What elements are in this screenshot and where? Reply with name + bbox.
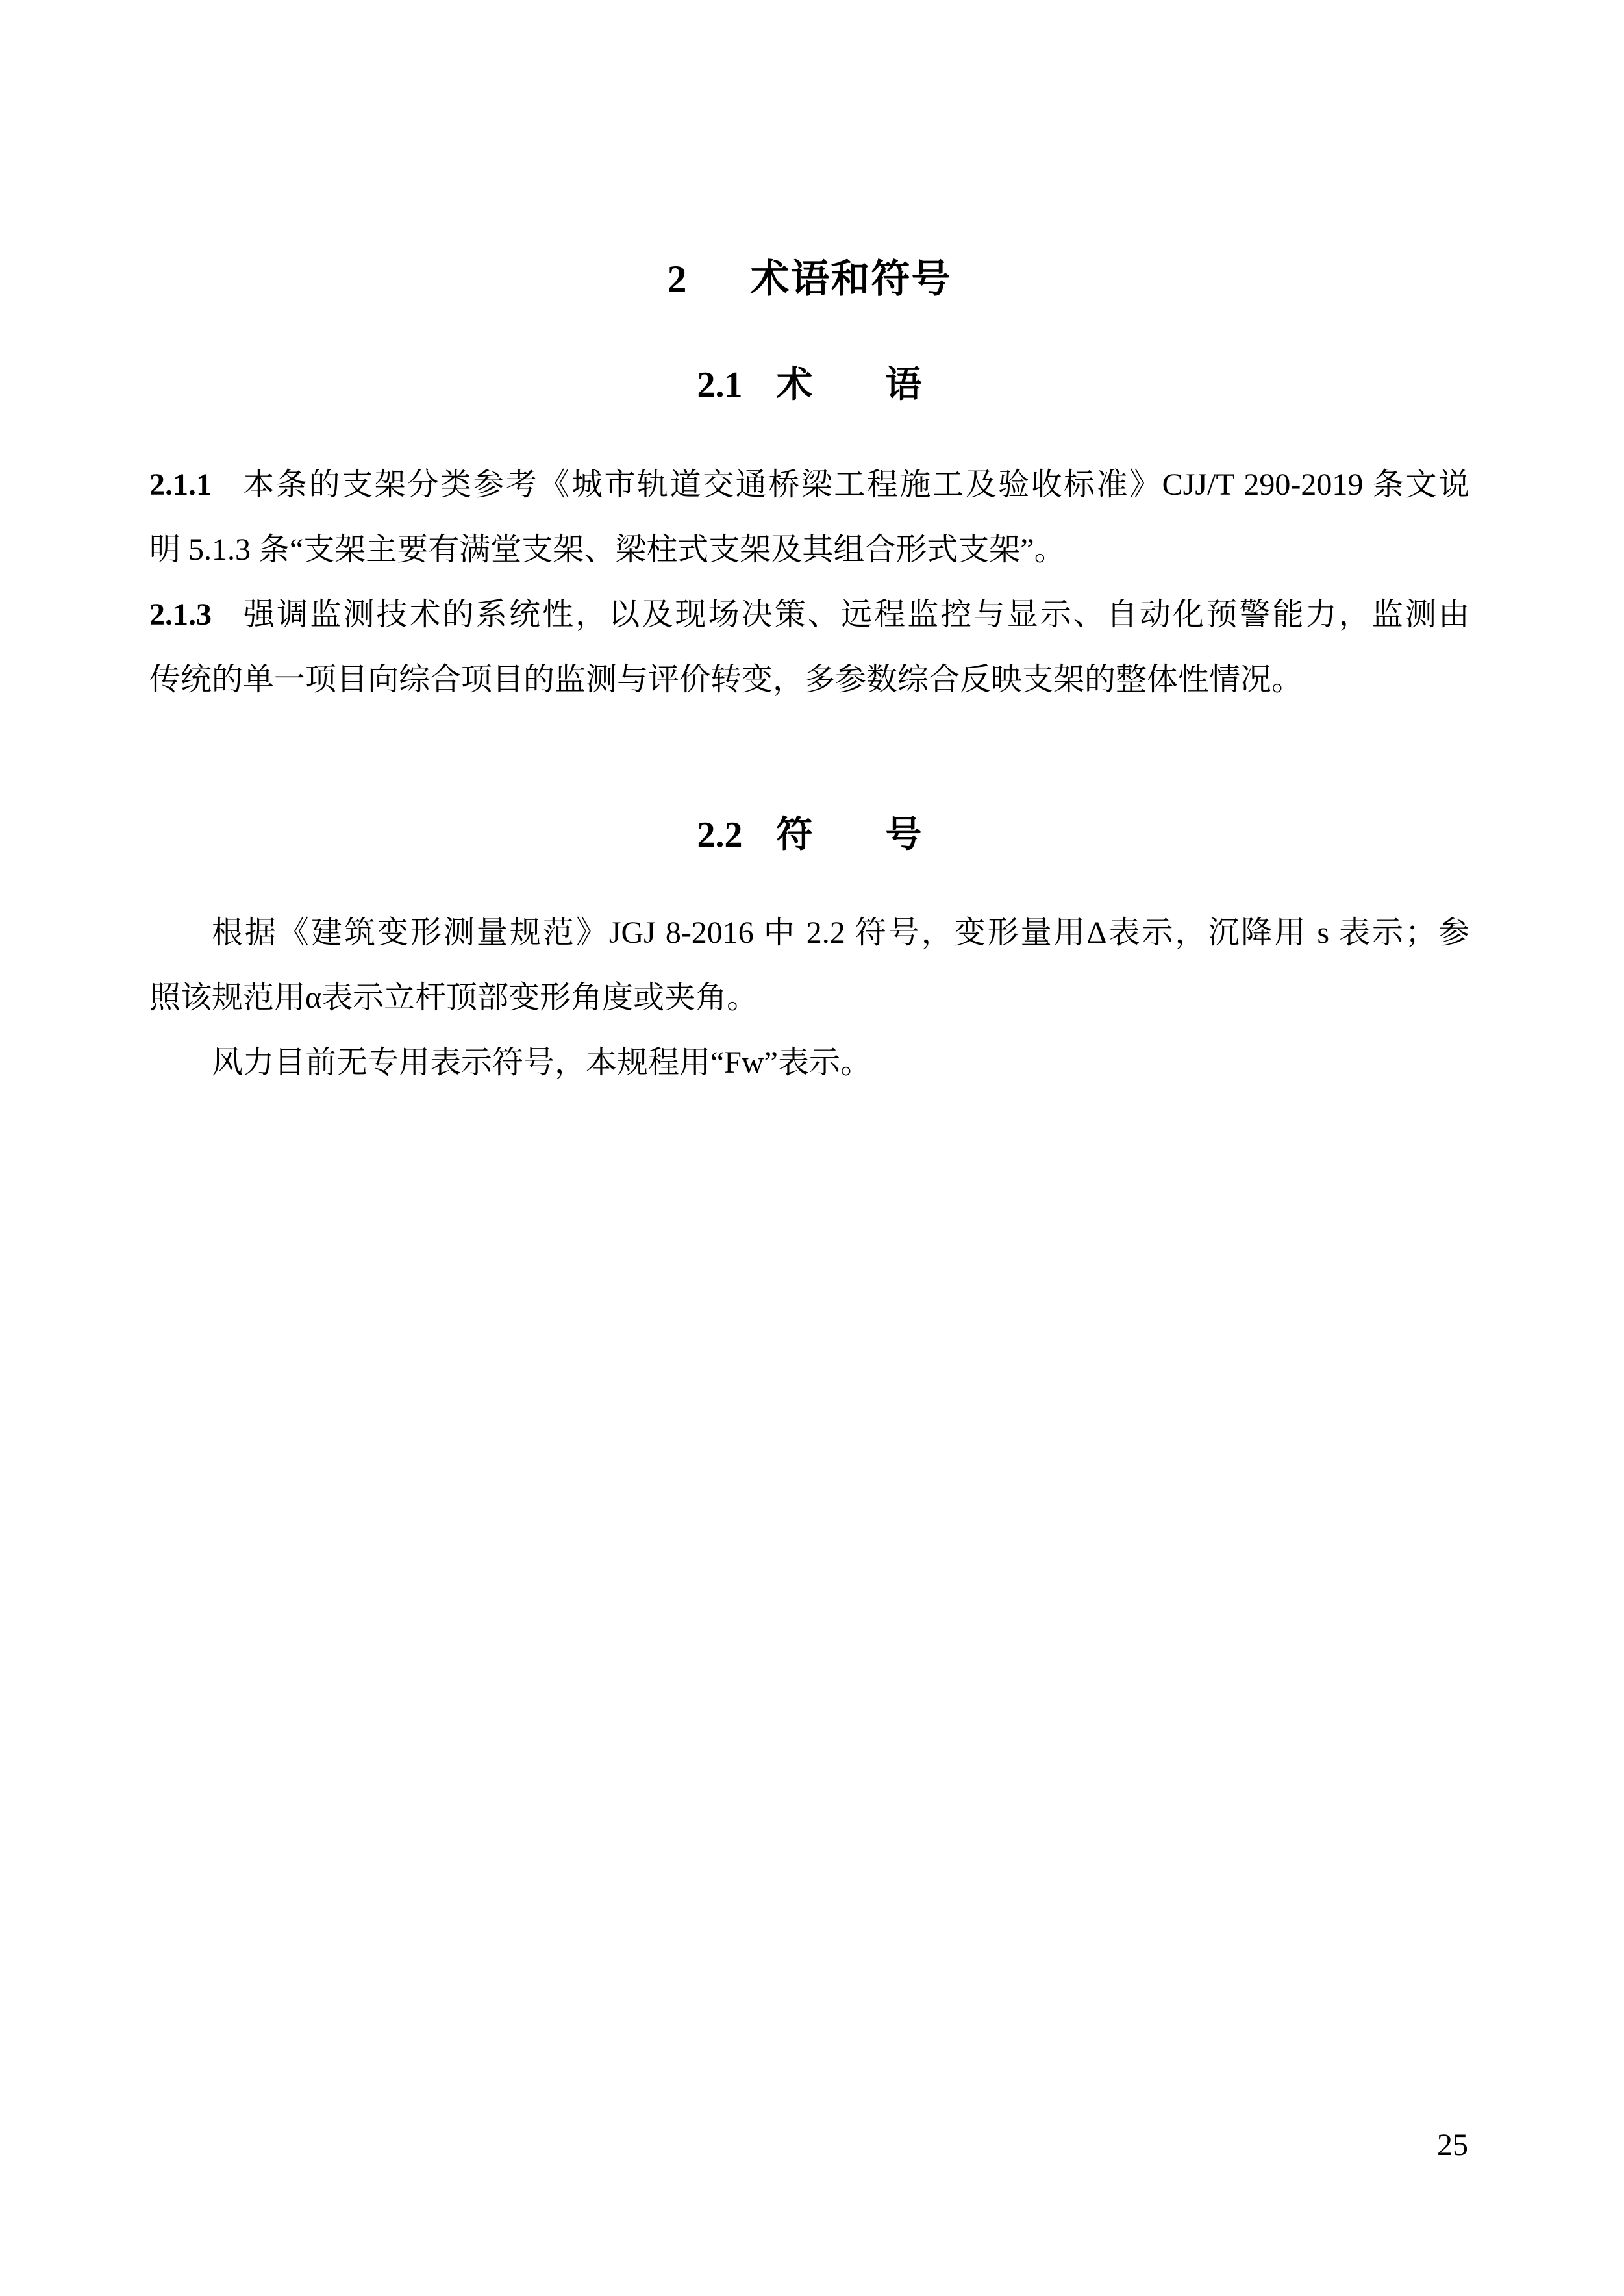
paragraph-line [149, 582, 1469, 647]
chapter-title-text: 术语和符号 [750, 258, 952, 301]
clause-text: 风力目前无专用表示符号，本规程用“Fw”表示。 [212, 1045, 871, 1080]
section-heading-text: 符 号 [776, 815, 922, 855]
clause-number: 2.1.3 [149, 597, 212, 632]
clause-text: 照该规范用α表示立杆顶部变形角度或夹角。 [149, 980, 758, 1015]
section-symbols-body [149, 901, 1469, 1095]
clause-text: 本条的支架分类参考《城市轨道交通桥梁工程施工及验收标准》CJJ/T 290-2019 条文说 [242, 468, 1469, 502]
paragraph-line [149, 966, 1469, 1030]
clause-number: 2.1.1 [149, 468, 212, 502]
paragraph-line [149, 901, 1469, 966]
section-heading-symbols [149, 816, 1469, 854]
paragraph-line [149, 1030, 1469, 1095]
section-number: 2.2 [697, 815, 743, 855]
clause-text: 根据《建筑变形测量规范》JGJ 8-2016 中 2.2 符号，变形量用Δ表示，沉降用 s 表示；参 [212, 916, 1469, 950]
section-number: 2.1 [697, 365, 743, 405]
clause-text: 明 5.1.3 条“支架主要有满堂支架、梁柱式支架及其组合形式支架”。 [149, 532, 1066, 567]
clause-text: 强调监测技术的系统性，以及现场决策、远程监控与显示、自动化预警能力，监测由 [242, 597, 1469, 632]
section-terms-body [149, 453, 1469, 712]
paragraph-line [149, 647, 1469, 712]
clause-text: 传统的单一项目向综合项目的监测与评价转变，多参数综合反映支架的整体性情况。 [149, 662, 1303, 697]
chapter-title [149, 258, 1469, 300]
page-number: 25 [1437, 2128, 1468, 2162]
section-heading-terms [149, 366, 1469, 404]
paragraph-line [149, 518, 1469, 582]
chapter-number: 2 [667, 258, 688, 301]
section-heading-text: 术 语 [776, 365, 922, 405]
paragraph-line [149, 453, 1469, 518]
